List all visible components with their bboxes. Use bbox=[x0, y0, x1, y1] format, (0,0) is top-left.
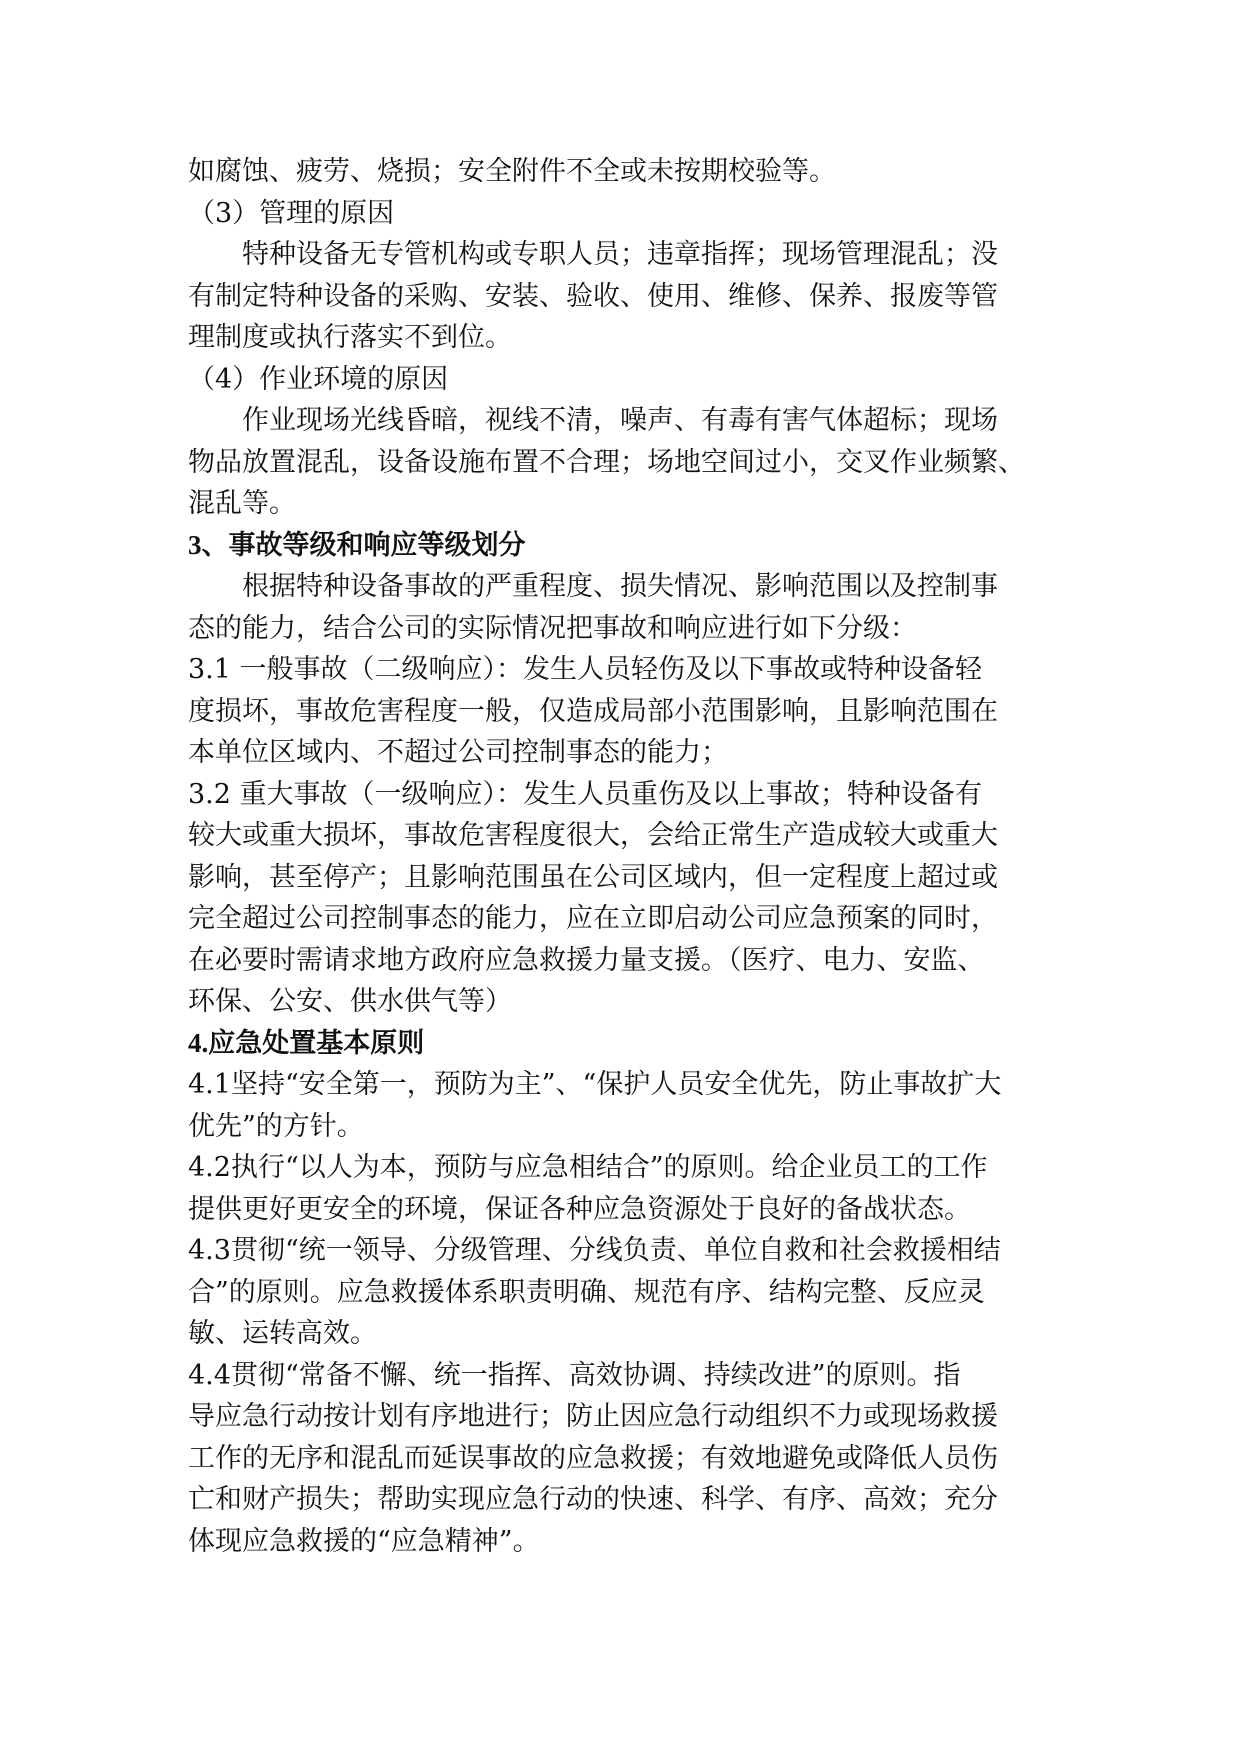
body-text-line: 如腐蚀、疲劳、烧损；安全附件不全或未按期校验等。 bbox=[188, 156, 836, 187]
body-text-line: 混乱等。 bbox=[188, 488, 296, 519]
body-text-line: 亡和财产损失；帮助实现应急行动的快速、科学、有序、高效；充分 bbox=[188, 1484, 998, 1515]
body-text-line: 完全超过公司控制事态的能力，应在立即启动公司应急预案的同时， bbox=[188, 903, 998, 934]
body-text-line: 提供更好更安全的环境，保证各种应急资源处于良好的备战状态。 bbox=[188, 1193, 971, 1225]
body-text-line: 环保、公安、供水供气等） bbox=[188, 986, 512, 1017]
body-text-line: 体现应急救援的“应急精神”。 bbox=[188, 1525, 540, 1557]
body-text-line: 4.1坚持“安全第一，预防为主”、“保护人员安全优先，防止事故扩大 bbox=[188, 1069, 1002, 1100]
document-page bbox=[188, 151, 1058, 1562]
body-text-line: 在必要时需请求地方政府应急救援力量支援。（医疗、电力、安监、 bbox=[188, 944, 985, 976]
body-text-line: 工作的无序和混乱而延误事故的应急救援；有效地避免或降低人员伤 bbox=[188, 1442, 998, 1474]
body-text-line: 优先”的方针。 bbox=[188, 1110, 364, 1142]
subsection-heading: （3）管理的原因 bbox=[188, 197, 395, 229]
body-text-line: 本单位区域内、不超过公司控制事态的能力； bbox=[188, 737, 728, 768]
body-text-line: 合”的原则。应急救援体系职责明确、规范有序、结构完整、反应灵 bbox=[188, 1276, 985, 1308]
body-text-line: 3.2 重大事故（一级响应）：发生人员重伤及以上事故；特种设备有 bbox=[188, 778, 983, 810]
body-text-line: 敏、运转高效。 bbox=[188, 1318, 377, 1349]
body-text-line: 理制度或执行落实不到位。 bbox=[188, 322, 512, 353]
body-text-line: 有制定特种设备的采购、安装、验收、使用、维修、保养、报废等管 bbox=[188, 280, 998, 312]
section-heading: 4.应急处置基本原则 bbox=[188, 1027, 425, 1058]
body-text-line: 物品放置混乱，设备设施布置不合理；场地空间过小，交叉作业频繁、 bbox=[188, 446, 1025, 478]
body-text-line: 4.2执行“以人为本，预防与应急相结合”的原则。给企业员工的工作 bbox=[188, 1152, 988, 1183]
body-text-line: 4.3贯彻“统一领导、分级管理、分线负责、单位自救和社会救援相结 bbox=[188, 1235, 1001, 1266]
body-text-line: 较大或重大损坏，事故危害程度很大，会给正常生产造成较大或重大 bbox=[188, 820, 998, 851]
body-text-line: 导应急行动按计划有序地进行；防止因应急行动组织不力或现场救援 bbox=[188, 1401, 998, 1432]
subsection-heading: （4）作业环境的原因 bbox=[188, 363, 449, 395]
section-heading: 3、事故等级和响应等级划分 bbox=[188, 529, 526, 560]
body-text-line: 作业现场光线昏暗，视线不清，噪声、有毒有害气体超标；现场 bbox=[242, 405, 998, 436]
body-text-line: 3.1 一般事故（二级响应）：发生人员轻伤及以下事故或特种设备轻 bbox=[188, 654, 983, 685]
body-text-line: 态的能力，结合公司的实际情况把事故和响应进行如下分级： bbox=[188, 612, 917, 644]
body-text-line: 4.4贯彻“常备不懈、统一指挥、高效协调、持续改进”的原则。指 bbox=[188, 1359, 961, 1391]
body-text-line: 特种设备无专管机构或专职人员；违章指挥；现场管理混乱；没 bbox=[242, 239, 998, 270]
body-text-line: 根据特种设备事故的严重程度、损失情况、影响范围以及控制事 bbox=[242, 571, 998, 602]
body-text-line: 影响，甚至停产；且影响范围虽在公司区域内，但一定程度上超过或 bbox=[188, 861, 998, 893]
body-text-line: 度损坏，事故危害程度一般，仅造成局部小范围影响，且影响范围在 bbox=[188, 695, 998, 727]
